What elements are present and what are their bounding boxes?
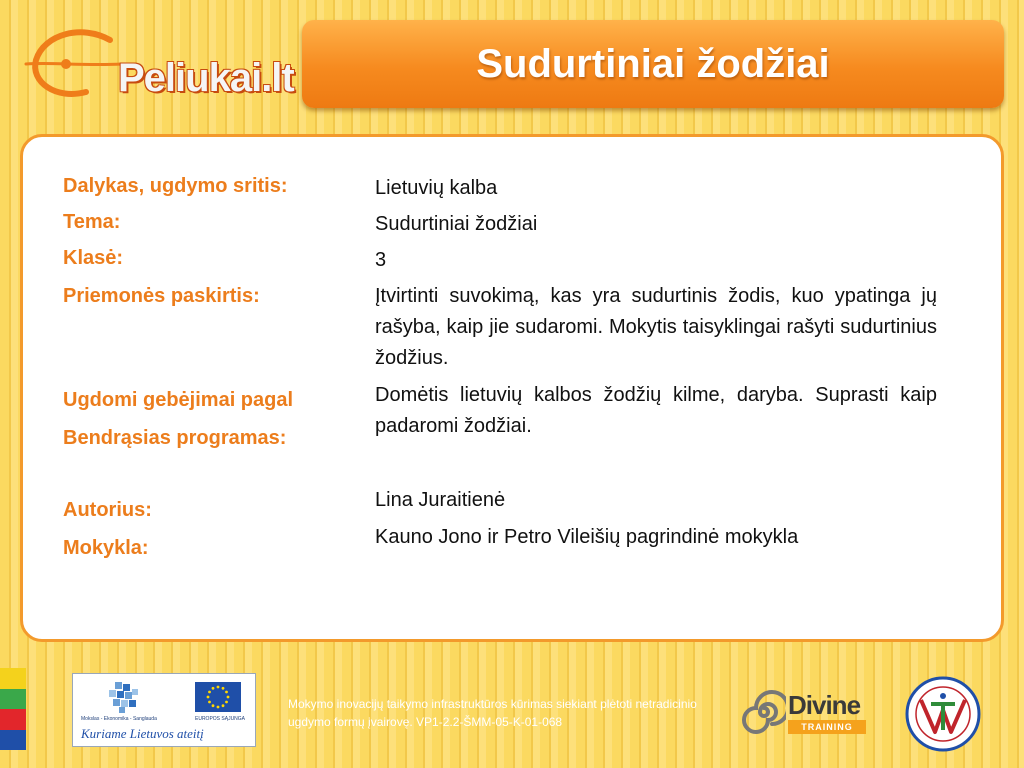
subject-value: Lietuvių kalba (375, 177, 498, 199)
topic-value: Sudurtiniai žodžiai (375, 213, 538, 235)
topic-label: Tema: (63, 211, 121, 233)
color-stripes (0, 668, 26, 750)
grade-value: 3 (375, 249, 387, 271)
skills-value: Domėtis lietuvių kalbos žodžių kilme, daryba. Suprasti kaip padaromi žodžiai. (375, 384, 937, 437)
purpose-label: Priemonės paskirtis: (63, 285, 260, 307)
eu-union-text: EUROPOS SĄJUNGA (195, 716, 246, 722)
eu-slogan: Kuriame Lietuvos ateitį (81, 726, 204, 741)
divine-training-logo[interactable] (742, 688, 872, 736)
skills-label-line2: Bendrąsias programas: (63, 427, 287, 449)
pixel-mosaic-icon (105, 680, 141, 714)
school-value: Kauno Jono ir Petro Vileišių pagrindinė mokykla (375, 526, 799, 548)
grade-label: Klasė: (63, 247, 124, 269)
title-banner (302, 20, 1004, 108)
eu-motto-text: Mokslas - Ekonomika - Sanglauda (81, 716, 157, 722)
eu-flag-icon (195, 682, 241, 712)
eu-structural-funds-logo[interactable] (72, 673, 256, 747)
divine-name: Divine (788, 690, 861, 720)
project-note: Mokymo inovacijų taikymo infrastruktūros kūrimas siekiant plėtoti netradicinio ugdymo formų įvairovę. VP1-2.2-ŠMM-05-K-01-068 (288, 697, 697, 729)
divine-subtitle: TRAINING (788, 720, 866, 734)
mouse-logo-icon (22, 26, 132, 106)
logo-text: Peliukai.lt (118, 56, 294, 100)
purpose-value: Įtvirtinti suvokimą, kas yra sudurtinis žodis, kuo ypatinga jų rašyba, kaip jie sudaromi. Mokytis taisyklingai rašyti sudurtinius žodžius. (375, 285, 937, 369)
skills-label-line1: Ugdomi gebėjimai pagal (63, 389, 294, 411)
spiral-icon (742, 688, 786, 736)
peliukai-logo[interactable] (22, 26, 294, 106)
author-value: Lina Juraitienė (375, 489, 506, 511)
subject-label: Dalykas, ugdymo sritis: (63, 175, 288, 197)
page-title: Sudurtiniai žodžiai (476, 41, 830, 86)
school-emblem-icon[interactable] (905, 676, 981, 752)
info-card (20, 134, 1004, 642)
school-label: Mokykla: (63, 537, 149, 559)
author-label: Autorius: (63, 499, 152, 521)
